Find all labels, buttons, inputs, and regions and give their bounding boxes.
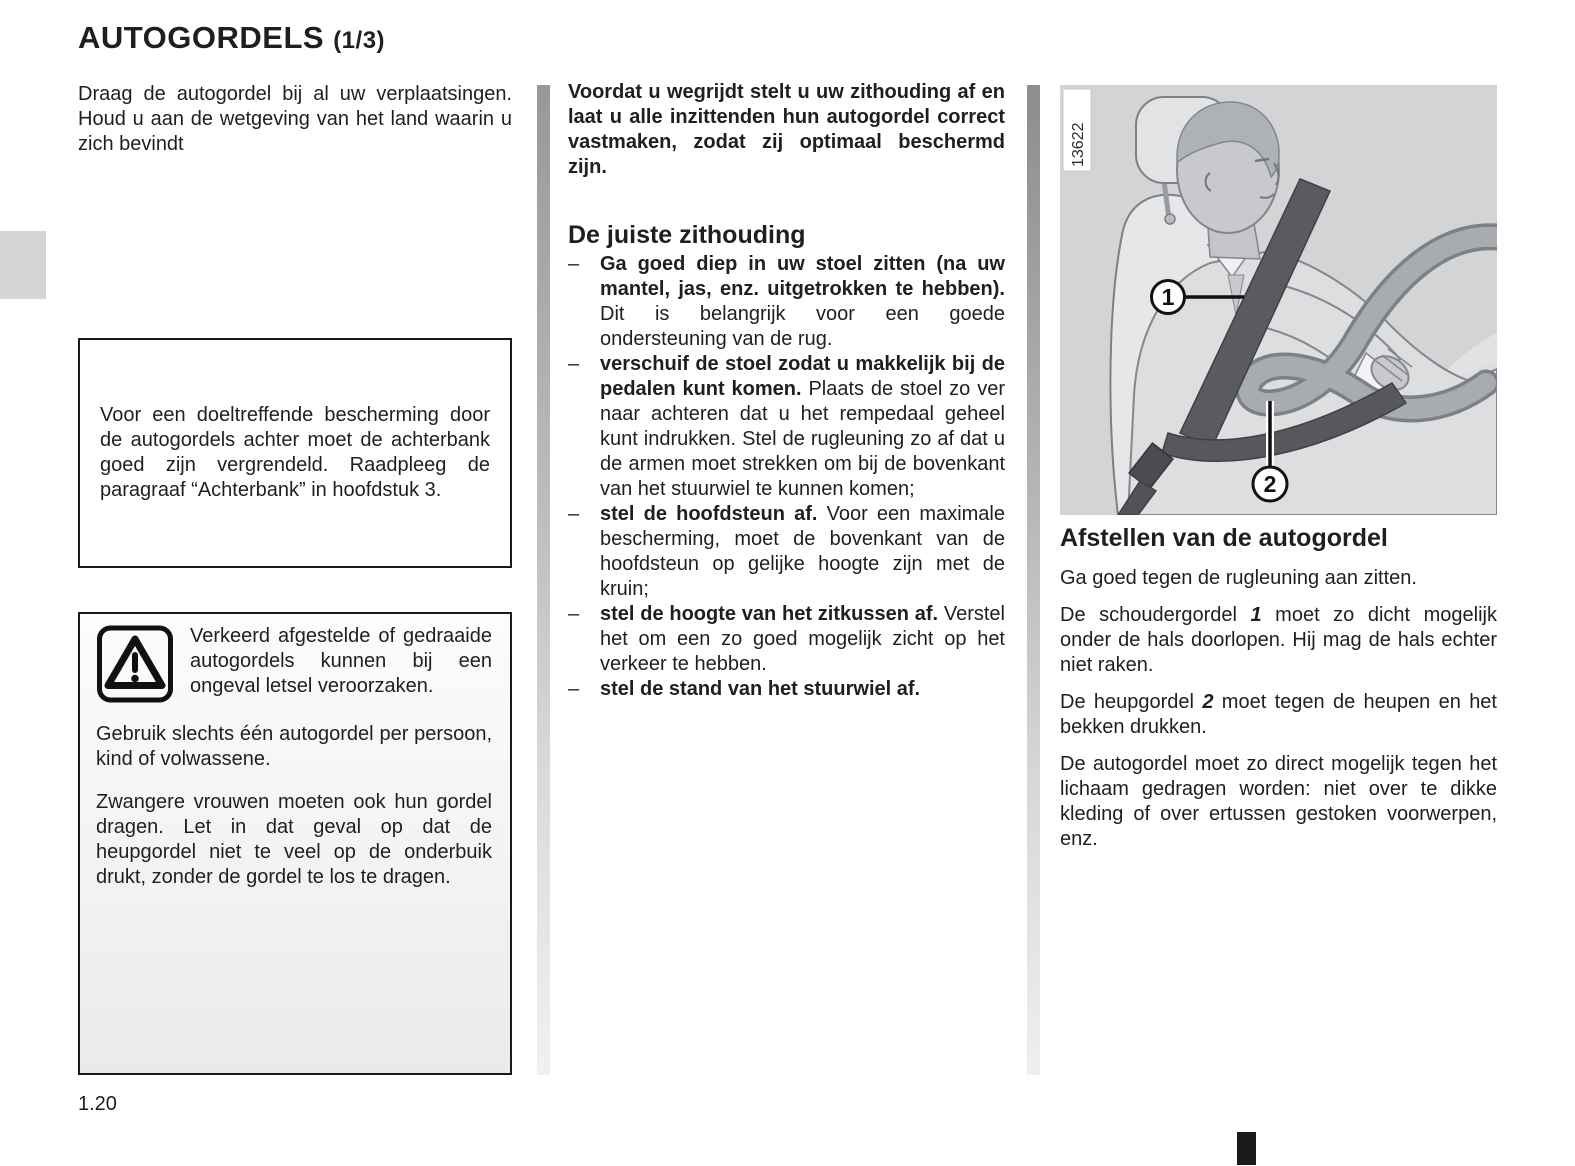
middle-column bbox=[568, 80, 1005, 702]
column-separator-right bbox=[1027, 85, 1040, 1075]
figure-number: 13622 bbox=[1070, 122, 1087, 167]
list-item: – Ga goed diep in uw stoel zitten (na uw mantel, jas, enz. uitgetrokken te hebben). Dit is belangrijk voor een goede ondersteuning van de rug. bbox=[568, 253, 1005, 350]
list-dash: – bbox=[568, 503, 580, 525]
section-heading-afstellen: Afstellen van de autogordel bbox=[1060, 524, 1388, 552]
note-box bbox=[78, 338, 512, 568]
column-separator-left bbox=[537, 85, 550, 1075]
right-para-3: De heupgordel 2 moet tegen de heupen en het bekken drukken. bbox=[1060, 691, 1497, 738]
warning-para-2: Zwangere vrouwen moeten ook hun gordel dragen. Let in dat geval op dat de heupgordel niet te veel op de onderbuik drukt, zonder de gordel te los te dragen. bbox=[96, 791, 492, 888]
note-box-text: Voor een doeltreffende bescherming door de autogordels achter moet de achterbank goed zijn vergrendeld. Raadpleeg de paragraaf “Achterbank” in hoofdstuk 3. bbox=[100, 404, 490, 501]
list-dash: – bbox=[568, 253, 580, 275]
section-heading-zithouding: De juiste zithouding bbox=[568, 221, 806, 249]
middle-intro-paragraph: Voordat u wegrijdt stelt u uw zithouding af en laat u alle inzittenden hun autogordel correct vastmaken, zodat zij optimaal beschermd zijn. bbox=[568, 81, 1005, 178]
page-title bbox=[78, 20, 385, 56]
list-dash: – bbox=[568, 353, 580, 375]
list-item: – stel de hoofdsteun af. Voor een maximale bescherming, moet de bovenkant van de hoofdsteun op gelijke hoogte zijn met de kruin; bbox=[568, 503, 1005, 600]
right-para-4: De autogordel moet zo direct mogelijk tegen het lichaam gedragen worden: niet over te dikke kleding of over ertussen gestoken voorwerpen, enz. bbox=[1060, 753, 1497, 850]
callout-1: 1 bbox=[1161, 284, 1175, 310]
belt-ref-2: 2 bbox=[1202, 691, 1214, 713]
list-dash: – bbox=[568, 678, 580, 700]
warning-para-1: Gebruik slechts één autogordel per persoon, kind of volwassene. bbox=[96, 723, 492, 770]
left-intro-paragraph: Draag de autogordel bij al uw verplaatsingen. Houd u aan de wetgeving van het land waarin u zich bevindt bbox=[78, 83, 512, 155]
list-item: – stel de stand van het stuurwiel af. bbox=[568, 678, 921, 700]
print-registration-mark bbox=[1237, 1132, 1256, 1165]
warning-icon bbox=[96, 624, 174, 704]
warning-box bbox=[78, 612, 512, 1075]
warning-text: Verkeerd afgestelde of gedraaide autogordels kunnen bij een ongeval letsel veroorzaken. bbox=[190, 625, 492, 697]
chapter-tab bbox=[0, 231, 46, 299]
list-item: – stel de hoogte van het zitkussen af. Verstel het om een zo goed mogelijk zicht op het verkeer te hebben. bbox=[568, 603, 1005, 675]
list-dash: – bbox=[568, 603, 580, 625]
right-para-2: De schoudergordel 1 moet zo dicht mogelijk onder de hals doorlopen. Hij mag de hals echter niet raken. bbox=[1060, 604, 1497, 676]
seatbelt-illustration bbox=[1060, 85, 1497, 515]
right-para-1: Ga goed tegen de rugleuning aan zitten. bbox=[1060, 567, 1417, 589]
callout-2: 2 bbox=[1263, 471, 1277, 497]
page-number: 1.20 bbox=[78, 1093, 117, 1115]
page-title-suffix: (1/3) bbox=[333, 27, 386, 54]
right-column bbox=[1060, 522, 1497, 852]
page-title-text: AUTOGORDELS bbox=[78, 20, 325, 55]
belt-ref-1: 1 bbox=[1250, 604, 1262, 626]
list-item: – verschuif de stoel zodat u makkelijk bij de pedalen kunt komen. Plaats de stoel zo ver naar achteren dat u het rempedaal geheel kunt indrukken. Stel de rugleuning zo af dat u de armen moet strekken om bij de bovenkant van het stuurwiel te kunnen komen; bbox=[568, 353, 1005, 500]
